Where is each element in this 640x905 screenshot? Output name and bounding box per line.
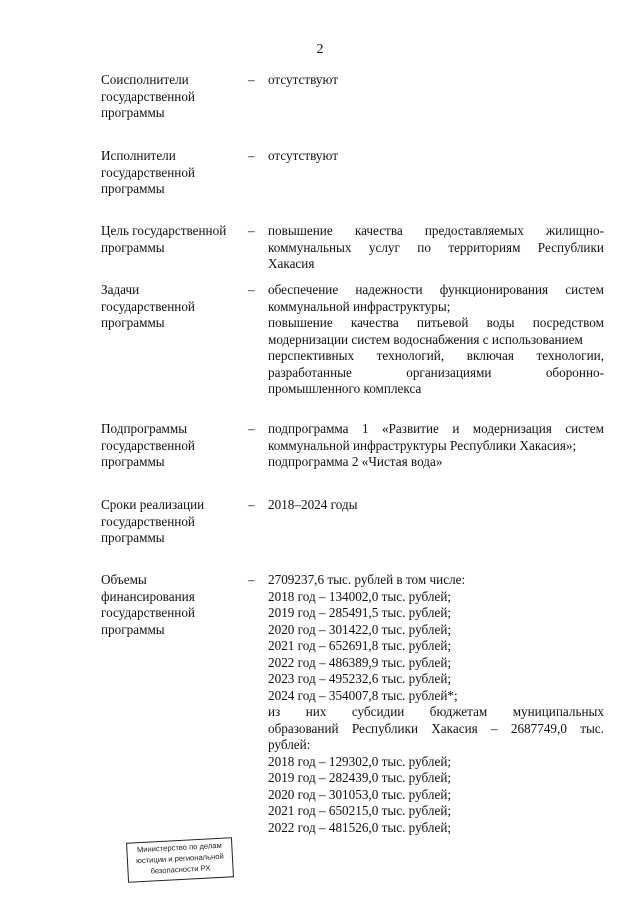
section-dash: – [248, 421, 255, 436]
label-line: Сроки реализации [101, 497, 205, 512]
page-number: 2 [316, 42, 324, 57]
value-line: 2018–2024 годы [268, 497, 358, 512]
label-line: Объемы [101, 572, 147, 587]
word: из [268, 704, 281, 719]
value-line: 2018 год – 129302,0 тыс. рублей; [268, 753, 452, 769]
word: модернизация [472, 421, 552, 436]
value-line: 2709237,6 тыс. рублей в том числе: [268, 572, 466, 587]
label-line: государственной [101, 88, 195, 104]
value-line: коммунальной инфраструктуры; [268, 298, 451, 314]
word: по [417, 239, 431, 255]
word: функционирования [439, 282, 549, 297]
word: качества [354, 223, 403, 238]
word: воды [486, 315, 515, 330]
value-line: 2020 год – 301422,0 тыс. рублей; [268, 621, 452, 637]
value-line: 2023 год – 495232,6 тыс. рублей; [268, 671, 452, 686]
section-label [101, 148, 251, 198]
label-line: государственной [101, 605, 195, 620]
word: образований [268, 720, 339, 736]
section-value [268, 421, 604, 471]
section-label [101, 572, 251, 638]
word: технологии, [536, 348, 604, 363]
section-dash: – [248, 282, 255, 297]
stamp-line: безопасности РХ [150, 863, 211, 876]
value-line: модернизации систем водоснабжения с использованием [268, 331, 583, 347]
value-line: отсутствуют [268, 72, 338, 87]
word: услуг [368, 239, 400, 255]
word: оборонно- [545, 364, 604, 380]
word: тыс. [580, 720, 604, 736]
word: подпрограмма [268, 421, 349, 436]
section-dash: – [248, 72, 255, 87]
value-line: 2020 год – 301053,0 тыс. рублей; [268, 786, 452, 802]
word: технологий, [376, 348, 445, 363]
value-line [268, 704, 604, 721]
word: и [452, 421, 460, 436]
value-line [268, 315, 604, 332]
label-line: программы [101, 239, 165, 255]
value-line: 2022 год – 481526,0 тыс. рублей; [268, 819, 452, 835]
label-line: государственной [101, 437, 195, 453]
value-line [268, 365, 604, 382]
value-line: 2021 год – 650215,0 тыс. рублей; [268, 803, 452, 818]
stamp-line: юстиции и региональной [135, 851, 224, 866]
word: жилищно- [545, 223, 604, 238]
word: систем [565, 421, 604, 436]
section-label [101, 223, 251, 256]
section-label [101, 421, 251, 471]
value-line: подпрограмма 2 «Чистая вода» [268, 454, 443, 469]
word: коммунальных [268, 239, 352, 255]
word: них [305, 704, 327, 719]
word: повышение [268, 223, 333, 238]
value-line [268, 282, 604, 299]
section-dash: – [248, 572, 255, 587]
word: 2687749,0 [510, 720, 567, 736]
word: разработанные [268, 364, 352, 380]
label-line: финансирования [101, 588, 195, 604]
value-line: 2019 год – 282439,0 тыс. рублей; [268, 770, 452, 785]
word: субсидии [351, 704, 405, 719]
word: – [490, 720, 498, 736]
word: Хакасия [431, 720, 478, 736]
label-line: Задачи [101, 282, 140, 297]
value-line: промышленного комплекса [268, 381, 422, 396]
registration-stamp [126, 837, 234, 882]
section-value [268, 72, 604, 89]
word: муниципальных [512, 704, 604, 719]
word: повышение [268, 315, 333, 330]
word: обеспечение [268, 282, 339, 297]
word: бюджетам [429, 704, 488, 719]
label-line: программы [101, 181, 165, 196]
label-line: государственной [101, 164, 195, 180]
value-line [268, 240, 604, 257]
value-line [268, 223, 604, 240]
word: Республики [351, 720, 418, 736]
word: питьевой [416, 315, 469, 330]
word: качества [350, 315, 399, 330]
value-line: Хакасия [268, 256, 315, 271]
value-line: 2019 год – 285491,5 тыс. рублей; [268, 605, 452, 620]
word: включая [466, 348, 514, 363]
section-label [101, 72, 251, 122]
word: перспективных [268, 348, 355, 363]
label-line: программы [101, 315, 165, 330]
value-line [268, 348, 604, 365]
section-value [268, 223, 604, 273]
section-label [101, 282, 251, 332]
label-line: программы [101, 621, 165, 637]
stamp-line: Министерство по делам [136, 840, 222, 855]
label-line: программы [101, 454, 165, 469]
word: 1 [361, 421, 369, 436]
label-line: Подпрограммы [101, 421, 188, 436]
word: территориям [448, 239, 521, 255]
label-line: государственной [101, 298, 195, 314]
value-line: 2024 год – 354007,8 тыс. рублей*; [268, 687, 458, 703]
word: Республики [537, 239, 604, 255]
label-line: Цель государственной [101, 223, 227, 238]
word: систем [565, 282, 604, 297]
value-line: 2021 год – 652691,8 тыс. рублей; [268, 638, 452, 653]
section-value [268, 572, 604, 836]
label-line: Соисполнители [101, 72, 189, 87]
section-dash: – [248, 223, 255, 238]
section-value [268, 282, 604, 398]
word: организациями [406, 364, 492, 380]
section-dash: – [248, 148, 255, 163]
section-value [268, 148, 604, 165]
word: «Развитие [381, 421, 439, 436]
value-line: отсутствуют [268, 148, 338, 163]
label-line: программы [101, 530, 165, 545]
label-line: государственной [101, 513, 195, 529]
label-line: программы [101, 105, 165, 120]
value-line: 2018 год – 134002,0 тыс. рублей; [268, 588, 452, 604]
value-line: рублей: [268, 737, 311, 752]
value-line: 2022 год – 486389,9 тыс. рублей; [268, 654, 452, 670]
section-value [268, 497, 604, 514]
label-line: Исполнители [101, 148, 176, 163]
word: надежности [355, 282, 423, 297]
section-label [101, 497, 251, 547]
word: предоставляемых [424, 223, 524, 238]
word: посредством [532, 315, 604, 330]
value-line [268, 721, 604, 738]
value-line: коммунальной инфраструктуры Республики Хакасия»; [268, 437, 577, 453]
section-dash: – [248, 497, 255, 512]
value-line [268, 421, 604, 438]
